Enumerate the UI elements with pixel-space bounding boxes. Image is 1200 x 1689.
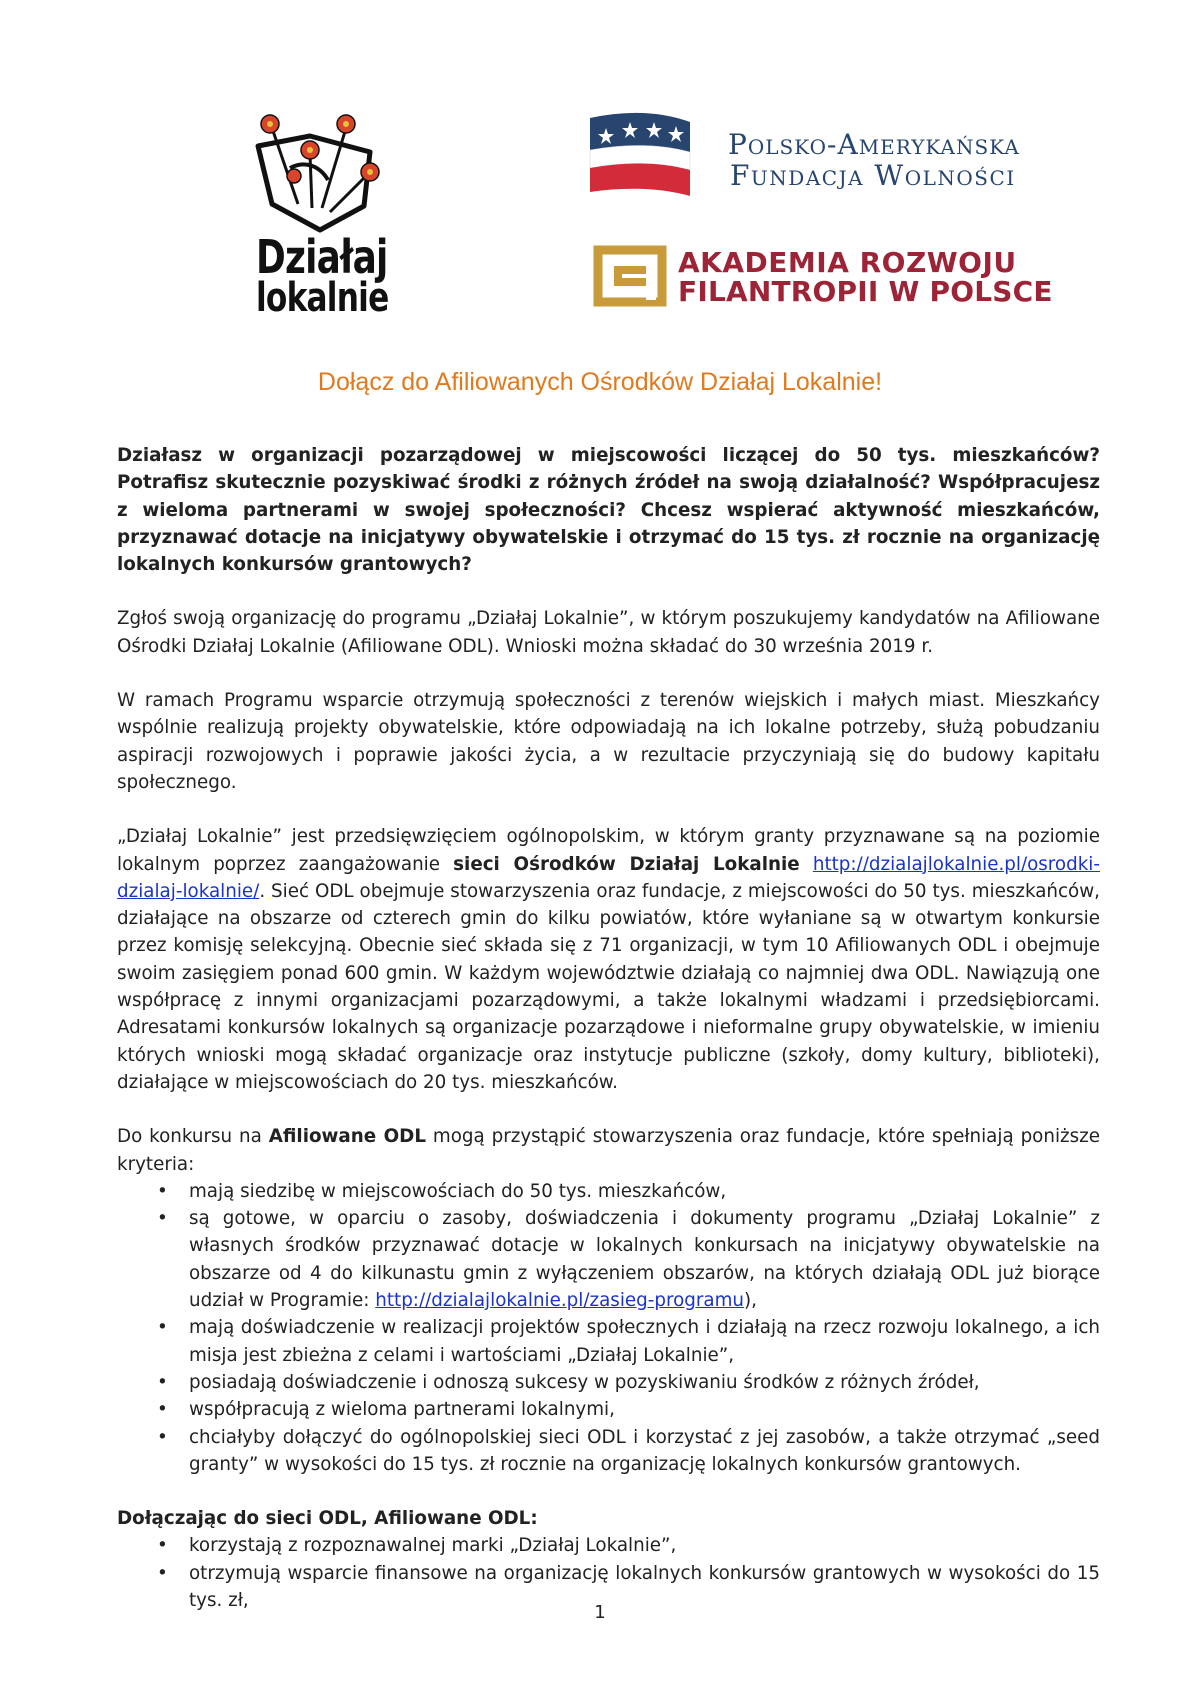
bullet-icon: • — [157, 1535, 168, 1557]
criteria-list — [117, 1178, 1100, 1478]
arfp-logo — [592, 244, 1062, 314]
pafw-logo — [586, 112, 1056, 212]
application-paragraph: Zgłoś swoją organizację do programu „Działaj Lokalnie”, w którym poszukujemy kandydatów na Afiliowane Ośrodki Działaj Lokalnie (Afiliowane ODL). Wnioski można składać do 30 września 2019 r. — [117, 608, 1100, 657]
bullet-icon: • — [157, 1180, 168, 1202]
arfp-name-line2: FILANTROPII W POLSCE — [678, 275, 1053, 309]
list-item — [117, 1314, 1100, 1369]
list-item-text: otrzymują wsparcie finansowe na organizację lokalnych konkursów grantowych w wysokości do 15 tys. zł, — [189, 1562, 1100, 1611]
network-text-2: . Sieć ODL obejmuje stowarzyszenia oraz fundacje, z miejscowości do 50 tys. mieszkańców, działające na obszarze od czterech gmin do kilku powiatów, które wyłaniane są w otwartym konkursie przez komisję selekcyjną. Obecnie sieć składa się z 71 organizacji, w tym 10 Afiliowanych ODL i obejmuje swoim zasięgiem ponad 600 gmin. W każdym województwie działają co najmniej dwa ODL. Nawiązują one współpracę z innymi organizacjami pozarządowymi, a także lokalnymi władzami i przedsiębiorcami. Adresatami konkursów lokalnych są organizacje pozarządowe i nieformalne grupy obywatelskie, w imieniu których wnioski mogą składać organizacje oraz instytucje publiczne (szkoły, domy kultury, biblioteki), działające w miejscowościach do 20 tys. mieszkańców. — [117, 880, 1100, 1093]
bullet-icon: • — [157, 1562, 168, 1584]
arfp-mark-icon — [592, 244, 668, 308]
list-item-text-after: ), — [743, 1290, 757, 1312]
network-bold: sieci Ośrodków Działaj Lokalnie — [453, 853, 800, 875]
bullet-icon: • — [157, 1208, 168, 1230]
intro-paragraph: Działasz w organizacji pozarządowej w miejscowości liczącej do 50 tys. mieszkańców? Potrafisz skutecznie pozyskiwać środki z różnych źródeł na swoją działalność? Współpracujesz z wieloma partnerami w swojej społeczności? Chcesz wspierać aktywność mieszkańców, przyznawać dotacje na inicjatywy obywatelskie i otrzymać do 15 tys. zł rocznie na organizację lokalnych konkursów grantowych? — [117, 445, 1100, 576]
list-item-text: posiadają doświadczenie i odnoszą sukcesy w pozyskiwaniu środków z różnych źródeł, — [189, 1371, 980, 1393]
pafw-name-line1: Polsko-Amerykańska — [728, 128, 1020, 161]
list-item — [117, 1205, 1100, 1314]
list-item-text: są gotowe, w oparciu o zasoby, doświadczenia i dokumenty programu „Działaj Lokalnie” z własnych środków przyznawać dotacje w lokalnych konkursach na inicjatywy obywatelskie na obszarze od 4 do kilkunastu gmin z wyłączeniem obszarów, na których działają ODL już biorące udział w Programie: — [189, 1208, 1100, 1312]
pafw-name-line2: Fundacja Wolności — [730, 158, 1016, 192]
logo-word-dzialaj: Działaj — [256, 230, 388, 284]
benefits-heading: Dołączając do sieci ODL, Afiliowane ODL: — [117, 1508, 538, 1530]
list-item — [117, 1424, 1100, 1479]
list-item-text: mają siedzibę w miejscowościach do 50 tys. mieszkańców, — [189, 1180, 727, 1202]
network-space — [800, 854, 813, 875]
criteria-intro-bold: Afiliowane ODL — [268, 1126, 426, 1148]
flowers-house-icon — [250, 108, 395, 238]
network-text-1: „Działaj Lokalnie” jest przedsięwzięciem ogólnopolskim, w którym granty przyznawane są na poziomie lokalnym poprzez zaangażowanie — [117, 826, 1100, 875]
list-item — [117, 1369, 1100, 1396]
criteria-intro-text-1: Do konkursu na — [117, 1126, 269, 1148]
zasieg-programu-link[interactable]: http://dzialajlokalnie.pl/zasieg-programu — [375, 1290, 744, 1312]
list-item — [117, 1178, 1100, 1205]
page-title: Dołącz do Afiliowanych Ośrodków Działaj Lokalnie! — [317, 368, 883, 396]
list-item-text: mają doświadczenie w realizacji projektów społecznych i działają na rzecz rozwoju lokalnego, a ich misja jest zbieżna z celami i wartościami „Działaj Lokalnie”, — [189, 1317, 1100, 1366]
list-item — [117, 1532, 1100, 1559]
dzialaj-lokalnie-logo — [250, 108, 395, 323]
bullet-icon: • — [157, 1399, 168, 1421]
criteria-intro — [117, 1123, 1100, 1178]
logo-word-lokalnie: lokalnie — [256, 275, 389, 321]
bullet-icon: • — [157, 1317, 168, 1339]
flag-stars-icon — [586, 112, 716, 202]
network-paragraph — [117, 823, 1100, 1096]
document-body — [117, 442, 1100, 1614]
list-item — [117, 1396, 1100, 1423]
bullet-icon: • — [157, 1426, 168, 1448]
list-item-text: chciałyby dołączyć do ogólnopolskiej sieci ODL i korzystać z jej zasobów, a także otrzymać „seed granty” w wysokości do 15 tys. zł rocznie na organizację lokalnych konkursów grantowych. — [189, 1426, 1100, 1475]
odl-network-link[interactable]: http://dzialajlokalnie.pl/osrodki-dzialaj-lokalnie/ — [117, 853, 1100, 902]
page-number: 1 — [594, 1602, 606, 1623]
program-paragraph: W ramach Programu wsparcie otrzymują społeczności z terenów wiejskich i małych miast. Mieszkańcy wspólnie realizują projekty obywatelskie, które odpowiadają na ich lokalne potrzeby, służą pobudzaniu aspiracji rozwojowych i poprawie jakości życia, a w rezultacie przyczyniają się do budowy kapitału społecznego. — [117, 690, 1100, 793]
criteria-intro-text-2: mogą przystąpić stowarzyszenia oraz fundacje, które spełniają poniższe kryteria: — [117, 1126, 1100, 1175]
list-item-text: korzystają z rozpoznawalnej marki „Działaj Lokalnie”, — [189, 1535, 677, 1557]
bullet-icon: • — [157, 1371, 168, 1393]
arfp-name-line1: AKADEMIA ROZWOJU — [678, 246, 1017, 279]
list-item-text: współpracują z wieloma partnerami lokalnymi, — [189, 1399, 615, 1421]
